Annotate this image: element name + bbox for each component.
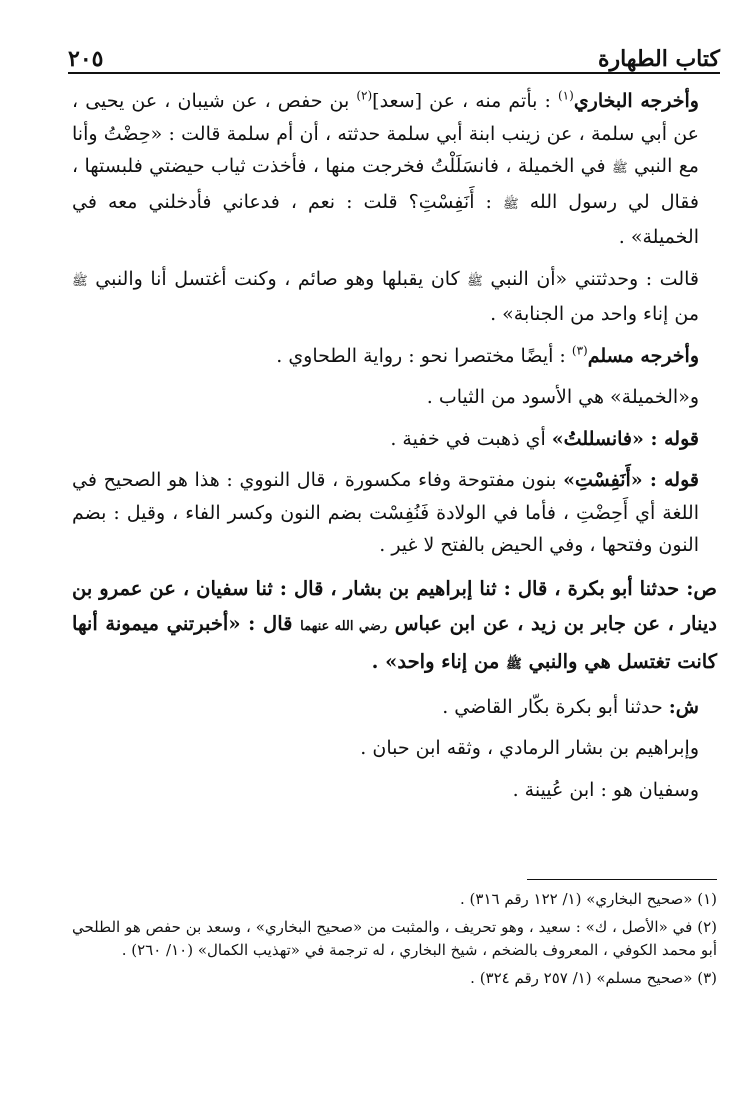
footnote-ref-2: (٢) — [356, 88, 373, 103]
paragraph-anafisti — [72, 464, 717, 562]
text-run: في الخميلة ، فانسَلَلْتُ فخرجت منها ، فأخذت ثياب حيضتي فلبستها ، فقال لي رسول الله — [72, 155, 699, 213]
text-run: ص: حدثنا أبو بكرة ، قال : ثنا إبراهيم بن بشار ، قال : ثنا سفيان ، عن عمرو بن دينار ، عن جابر بن زيد ، عن ابن عباس — [72, 576, 717, 635]
text-run: : بأتم منه ، عن [سعد] — [372, 90, 558, 112]
paragraph-khamila: و«الخميلة» هي الأسود من الثياب . — [426, 386, 699, 408]
footnote-rule — [527, 879, 717, 880]
header-rule — [68, 72, 720, 74]
footnote-2: (٢) في «الأصل ، ك» : سعيد ، وهو تحريف ، والمثبت من «صحيح البخاري» ، وسعد بن حفص هو الطلحي أبو محمد الكوفي ، المعروف بالضخم ، شيخ البخاري ، له ترجمة في «تهذيب الكمال» (١٠/ ٢٦٠) . — [72, 917, 717, 959]
footnote-3: (٣) «صحيح مسلم» (١/ ٢٥٧ رقم ٣٢٤) . — [470, 968, 717, 987]
paragraph-bukhari — [72, 85, 717, 254]
paragraph-sharh — [72, 691, 717, 724]
text-run: : أيضًا مختصرا نحو : رواية الطحاوي . — [276, 344, 572, 367]
footnote-ref-3: (٣) — [571, 343, 588, 358]
text-run: من إناء واحد من الجنابة» . — [490, 303, 699, 325]
footnote-ref-1: (١) — [557, 88, 574, 103]
qawluhu-lead: قوله : «فانسللتُ» — [551, 427, 699, 450]
salawat-glyph: ﷺ — [502, 196, 519, 212]
qawluhu-lead: قوله : «أَنَفِسْتِ» — [563, 469, 699, 491]
hadith-text — [72, 571, 717, 682]
salawat-glyph: ﷺ — [72, 273, 88, 289]
salawat-glyph: ﷺ — [467, 273, 483, 289]
text-run: : أَنَفِسْتِ؟ قلت : نعم ، فدعاني فأدخلني معه في الخميلة» . — [72, 190, 699, 248]
muslim-lead: وأخرجه مسلم — [587, 344, 699, 367]
bukhari-lead: وأخرجه البخاري — [573, 90, 699, 112]
paragraph-sufyan: وسفيان هو : ابن عُيينة . — [512, 778, 699, 801]
book-title: كتاب الطهارة — [597, 46, 720, 72]
sharh-marker: ش: — [668, 695, 699, 718]
salawat-glyph: ﷺ — [611, 161, 628, 176]
text-run: بن حفص ، عن شيبان ، عن يحيى ، عن أبي سلمة ، عن زينب ابنة أبي سلمة حدثته ، أن أم سلمة قالت : «حِضْتُ وأنا مع النبي — [72, 90, 699, 177]
text-run: كان يقبلها وهو صائم ، وكنت أغتسل أنا والنبي — [87, 267, 468, 290]
paragraph-muslim — [72, 340, 717, 373]
salawat-glyph: ﷺ — [506, 656, 522, 672]
paragraph-ibrahim: وإبراهيم بن بشار الرمادي ، وثقه ابن حبان . — [360, 737, 699, 759]
footnotes — [72, 888, 717, 994]
text-run: بنون مفتوحة وفاء مكسورة ، قال النووي : هذا هو الصحيح في اللغة أي أَحِضْتِ ، فأما في الولادة فَنُفِسْت بضم النون وكسر الفاء ، وقيل : بضم النون وفتحها ، وفي الحيض بالفتح لا غير . — [72, 469, 699, 556]
main-text — [72, 85, 717, 815]
text-run: حدثنا أبو بكرة بكّار القاضي . — [442, 695, 669, 718]
radiyallah-glyph: رضي الله عنهما — [300, 618, 388, 634]
paragraph-insalalt — [72, 423, 717, 456]
text-run: أي ذهبت في خفية . — [390, 427, 552, 450]
footnote-1: (١) «صحيح البخاري» (١/ ١٢٢ رقم ٣١٦) . — [460, 890, 717, 908]
page-header — [68, 30, 720, 72]
text-run: قال : «أخبرتني ميمونة أنها كانت تغتسل هي والنبي — [72, 611, 717, 673]
page-number: ٢٠٥ — [68, 46, 104, 72]
paragraph-qalat — [72, 263, 717, 331]
text-run: قالت : وحدثتني «أن النبي — [482, 267, 699, 290]
text-run: من إناء واحد» . — [371, 649, 507, 673]
